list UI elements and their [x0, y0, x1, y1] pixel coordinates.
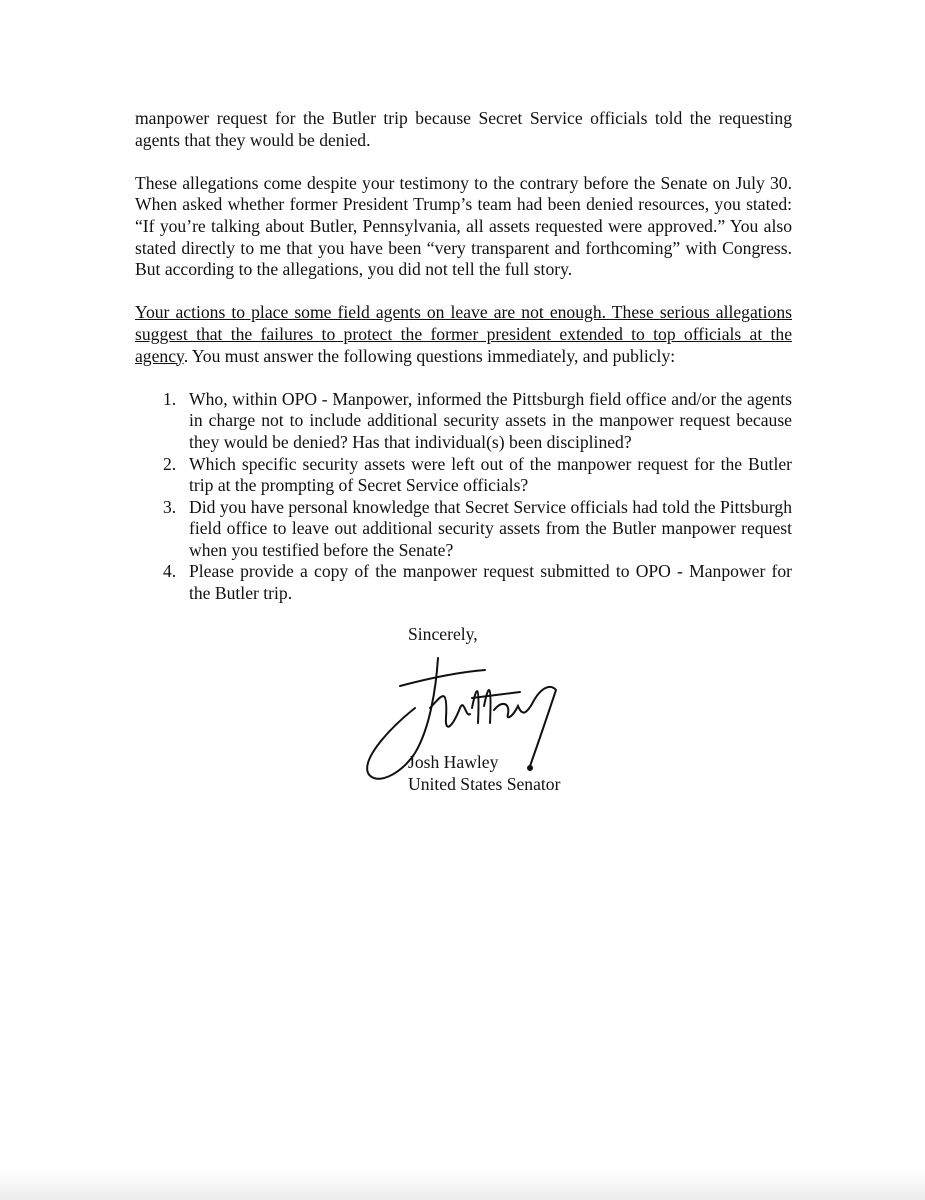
paragraph-2: These allegations come despite your testimony to the contrary before the Senate on July 30. When asked whether former President Trump’s team had been denied resources, you stated: “If you’re talking about Butler, Pennsylvania, all assets requested were approved.” You also stated directly to me that you have been “very transparent and forthcoming” with Congress. But according to the allegations, you did not tell the full story.	[135, 172, 792, 280]
closing: Sincerely,	[408, 624, 478, 644]
signer-block	[408, 752, 560, 795]
question-item	[135, 561, 792, 604]
signer-name: Josh Hawley	[408, 752, 499, 772]
question-text: Who, within OPO - Manpower, informed the Pittsburgh field office and/or the agents in charge not to include additional security assets in the manpower request because they would be denied? Has that individual(s) been disciplined?	[189, 388, 792, 452]
statement-rest: . You must answer the following questions immediately, and publicly:	[183, 345, 676, 366]
question-item	[135, 497, 792, 562]
question-number: 1.	[163, 388, 177, 409]
question-number: 4.	[163, 561, 177, 582]
paragraph-3	[135, 302, 792, 367]
question-text: Did you have personal knowledge that Secret Service officials had told the Pittsburgh field office to leave out additional security assets from the Butler manpower request when you testified before the Senate?	[189, 496, 792, 560]
question-number: 2.	[163, 453, 177, 474]
page-edge-shadow	[0, 1170, 925, 1200]
question-text: Which specific security assets were left out of the manpower request for the Butler trip at the prompting of Secret Service officials?	[189, 453, 792, 496]
signer-title: United States Senator	[408, 773, 561, 794]
question-number: 3.	[163, 496, 177, 517]
underlined-statement: Your actions to place some field agents on leave are not enough. These serious allegations suggest that the failures to protect the former president extended to top officials at the agency	[135, 302, 792, 366]
questions-list	[135, 389, 792, 605]
letter-body	[135, 108, 792, 605]
question-item	[135, 389, 792, 454]
question-item	[135, 454, 792, 497]
question-text: Please provide a copy of the manpower request submitted to OPO - Manpower for the Butler trip.	[189, 561, 792, 604]
paragraph-1: manpower request for the Butler trip because Secret Service officials told the requesting agents that they would be denied.	[135, 108, 792, 150]
